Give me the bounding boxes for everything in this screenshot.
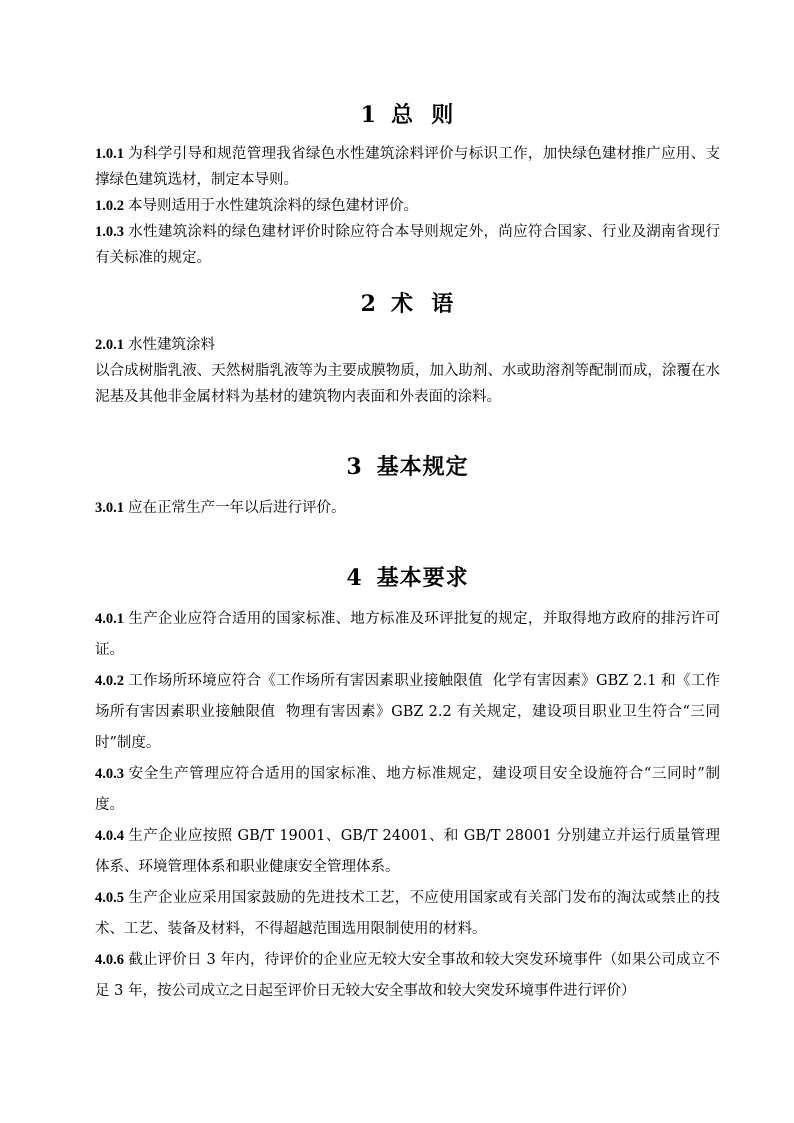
clause-id: 4.0.4 (95, 828, 124, 844)
clause-text: 安全生产管理应符合适用的国家标准、地方标准规定，建设项目安全设施符合“三同时”制度。 (95, 766, 720, 813)
section-title: 总 则 (390, 102, 455, 128)
clause-id: 1.0.2 (95, 198, 124, 214)
term-2-0-1 (95, 332, 720, 358)
clause-text: 工作场所环境应符合《工作场所有害因素职业接触限值 化学有害因素》GBZ 2.1 和《工作场所有害因素职业接触限值 物理有害因素》GBZ 2.2 有关规定，建设项目职业卫生符合“三同时”制度。 (95, 673, 720, 751)
section-title: 基本要求 (376, 565, 469, 591)
clause-4-0-4 (95, 821, 720, 883)
section-3-heading (95, 450, 720, 481)
section-2-heading (95, 287, 720, 318)
section-number: 1 (360, 102, 377, 128)
clause-text: 生产企业应采用国家鼓励的先进技术工艺，不应使用国家或有关部门发布的淘汰或禁止的技术、工艺、装备及材料，不得超越范围选用限制使用的材料。 (95, 890, 720, 937)
section-1-heading (95, 98, 720, 129)
section-number: 3 (346, 454, 363, 480)
section-title: 术 语 (390, 291, 455, 317)
term-name: 水性建筑涂料 (128, 337, 215, 353)
clause-id: 4.0.5 (95, 890, 124, 906)
clause-text: 截止评价日 3 年内，待评价的企业应无较大安全事故和较大突发环境事件（如果公司成立不足 3 年，按公司成立之日起至评价日无较大安全事故和较大突发环境事件进行评价） (95, 952, 720, 999)
section-title: 基本规定 (376, 454, 469, 480)
clause-4-0-3 (95, 759, 720, 821)
clause-id: 3.0.1 (95, 500, 124, 516)
clause-text: 本导则适用于水性建筑涂料的绿色建材评价。 (128, 198, 418, 214)
clause-text: 生产企业应符合适用的国家标准、地方标准及环评批复的规定，并取得地方政府的排污许可证。 (95, 611, 720, 658)
clause-id: 1.0.3 (95, 224, 124, 240)
clause-text: 生产企业应按照 GB/T 19001、GB/T 24001、和 GB/T 28001 分别建立并运行质量管理体系、环境管理体系和职业健康安全管理体系。 (95, 828, 720, 875)
section-4-heading (95, 561, 720, 592)
clause-1-0-3 (95, 219, 720, 271)
page-content (95, 90, 720, 1007)
section-number: 2 (360, 291, 377, 317)
clause-id: 4.0.2 (95, 673, 124, 689)
clause-id: 4.0.3 (95, 766, 124, 782)
clause-3-0-1 (95, 495, 720, 521)
clause-text: 水性建筑涂料的绿色建材评价时除应符合本导则规定外，尚应符合国家、行业及湖南省现行有关标准的规定。 (95, 224, 720, 266)
clause-4-0-1 (95, 604, 720, 666)
clause-4-0-5 (95, 883, 720, 945)
clause-text: 应在正常生产一年以后进行评价。 (128, 500, 346, 516)
clause-4-0-6 (95, 945, 720, 1007)
clause-1-0-1 (95, 141, 720, 193)
term-definition: 以合成树脂乳液、天然树脂乳液等为主要成膜物质，加入助剂、水或助溶剂等配制而成，涂覆在水泥基及其他非金属材料为基材的建筑物内表面和外表面的涂料。 (95, 363, 720, 405)
clause-text: 为科学引导和规范管理我省绿色水性建筑涂料评价与标识工作，加快绿色建材推广应用、支撑绿色建筑选材，制定本导则。 (95, 146, 720, 188)
clause-id: 2.0.1 (95, 337, 124, 353)
section-number: 4 (346, 565, 363, 591)
clause-id: 4.0.6 (95, 952, 124, 968)
clause-4-0-2 (95, 666, 720, 759)
clause-id: 1.0.1 (95, 146, 124, 162)
clause-1-0-2 (95, 193, 720, 219)
clause-id: 4.0.1 (95, 611, 124, 627)
